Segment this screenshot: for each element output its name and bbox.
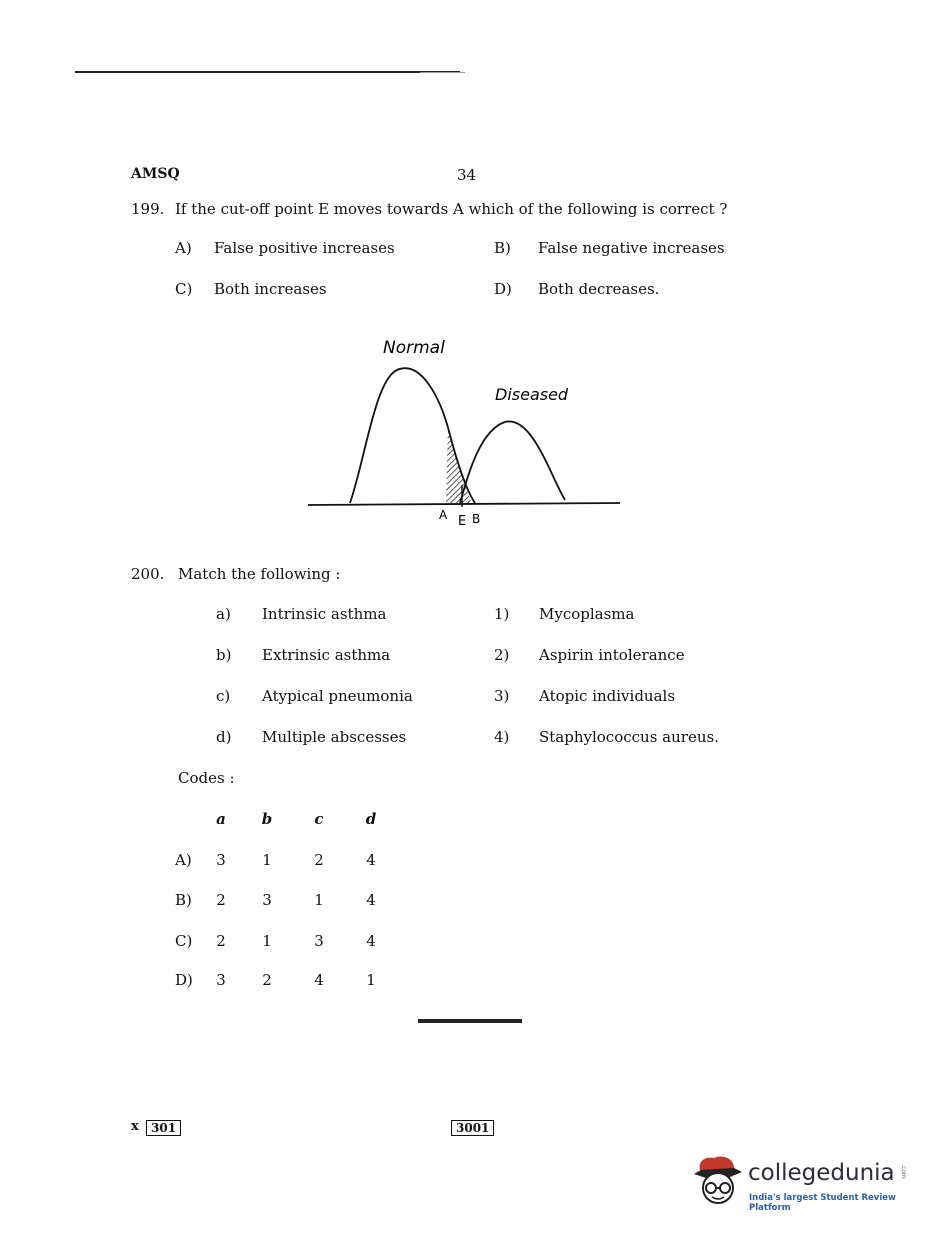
point-a-label: A (439, 508, 448, 522)
page-number: 34 (457, 166, 477, 184)
codes-value: 3 (216, 851, 226, 869)
q199-number: 199. (131, 200, 165, 218)
q199-option-a-text: False positive increases (214, 239, 395, 257)
exam-code: AMSQ (131, 166, 180, 182)
match-left-a-text: Intrinsic asthma (262, 605, 387, 623)
brand-tagline: India's largest Student Review Platform (749, 1193, 896, 1213)
match-right-3-text: Atopic individuals (539, 687, 676, 705)
codes-label: Codes : (178, 769, 235, 787)
codes-value: 3 (262, 891, 272, 909)
codes-value: 2 (216, 891, 226, 909)
point-b-label: B (472, 512, 481, 526)
codes-row-label: C) (175, 932, 193, 950)
match-right-2-label: 2) (494, 646, 510, 664)
match-right-1-text: Mycoplasma (539, 605, 635, 623)
match-left-b-text: Extrinsic asthma (262, 646, 391, 664)
q199-option-c-text: Both increases (214, 280, 327, 298)
mascot-logo-icon (688, 1152, 746, 1208)
match-left-d-label: d) (216, 728, 232, 746)
section-end-rule (418, 1019, 522, 1023)
footer-prefix: x (131, 1119, 139, 1134)
match-left-a-label: a) (216, 605, 231, 623)
baseline-axis (308, 503, 620, 505)
codes-header-b: b (261, 810, 273, 828)
top-rule-fade (420, 72, 465, 73)
codes-header-c: c (314, 810, 324, 828)
match-right-1-label: 1) (494, 605, 510, 623)
codes-value: 3 (216, 971, 226, 989)
q199-option-c-label: C) (175, 280, 193, 298)
match-right-3-label: 3) (494, 687, 510, 705)
distribution-figure (300, 325, 630, 535)
footer-left-box: 301 (146, 1120, 181, 1136)
brand-name: collegedunia (748, 1160, 895, 1186)
diseased-curve (460, 421, 565, 503)
codes-row-label: D) (175, 971, 193, 989)
match-left-b-label: b) (216, 646, 232, 664)
q200-question: Match the following : (178, 565, 341, 583)
codes-row-label: B) (175, 891, 192, 909)
q199-question: If the cut-off point E moves towards A which of the following is correct ? (175, 200, 728, 218)
codes-header-a: a (216, 810, 226, 828)
q199-option-a-label: A) (175, 239, 192, 257)
codes-value: 2 (216, 932, 226, 950)
q200-number: 200. (131, 565, 165, 583)
codes-row-c (175, 932, 386, 950)
collegedunia-watermark (688, 1150, 916, 1213)
codes-value: 4 (366, 851, 376, 869)
codes-value: 1 (262, 851, 272, 869)
top-rule (75, 71, 460, 73)
match-left-c-text: Atypical pneumonia (262, 687, 413, 705)
footer-center-box: 3001 (451, 1120, 494, 1136)
codes-value: 2 (262, 971, 272, 989)
codes-row-label: A) (175, 851, 192, 869)
codes-value: 1 (366, 971, 376, 989)
q199-option-b-label: B) (494, 239, 511, 257)
match-right-4-text: Staphylococcus aureus. (539, 728, 719, 746)
codes-value: 1 (262, 932, 272, 950)
codes-value: 1 (314, 891, 324, 909)
match-right-4-label: 4) (494, 728, 510, 746)
codes-value: 4 (366, 891, 376, 909)
match-left-d-text: Multiple abscesses (262, 728, 407, 746)
codes-header-row (206, 810, 386, 828)
brand-suffix: .com (900, 1164, 907, 1179)
point-e-label: E (458, 514, 467, 529)
codes-value: 2 (314, 851, 324, 869)
codes-row-a (175, 851, 386, 869)
normal-label: Normal (383, 338, 445, 358)
q199-option-b-text: False negative increases (538, 239, 725, 257)
codes-value: 4 (366, 932, 376, 950)
match-right-2-text: Aspirin intolerance (539, 646, 685, 664)
q199-option-d-text: Both decreases. (538, 280, 660, 298)
codes-value: 3 (314, 932, 324, 950)
codes-header-d: d (365, 810, 377, 828)
match-left-c-label: c) (216, 687, 231, 705)
codes-row-b (175, 891, 386, 909)
q199-option-d-label: D) (494, 280, 512, 298)
codes-row-d (175, 971, 386, 989)
codes-value: 4 (314, 971, 324, 989)
diseased-label: Diseased (495, 385, 569, 404)
